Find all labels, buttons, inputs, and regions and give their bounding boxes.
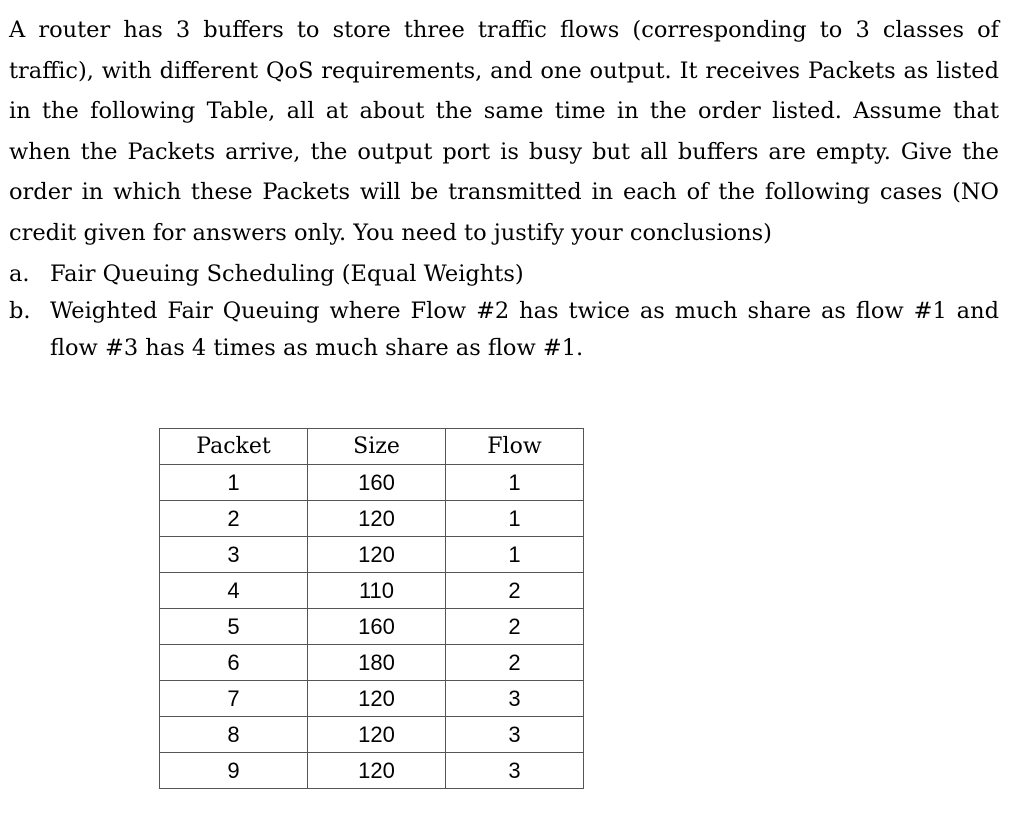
problem-parts bbox=[9, 256, 999, 367]
header-flow: Flow bbox=[446, 429, 584, 465]
header-packet: Packet bbox=[160, 429, 308, 465]
cell-packet: 5 bbox=[160, 609, 308, 645]
cell-flow: 2 bbox=[446, 645, 584, 681]
cell-flow: 3 bbox=[446, 681, 584, 717]
cell-flow: 1 bbox=[446, 501, 584, 537]
part-a bbox=[9, 256, 999, 293]
table-row bbox=[160, 609, 584, 645]
cell-flow: 3 bbox=[446, 753, 584, 789]
cell-packet: 9 bbox=[160, 753, 308, 789]
cell-size: 160 bbox=[308, 465, 446, 501]
cell-packet: 8 bbox=[160, 717, 308, 753]
cell-packet: 2 bbox=[160, 501, 308, 537]
cell-size: 120 bbox=[308, 753, 446, 789]
problem-statement bbox=[9, 10, 999, 253]
table-row bbox=[160, 753, 584, 789]
cell-packet: 6 bbox=[160, 645, 308, 681]
part-b-text: Weighted Fair Queuing where Flow #2 has twice as much share as flow #1 and flow #3 has 4 times as much share as flow #1. bbox=[50, 298, 999, 361]
part-b-marker: b. bbox=[9, 298, 31, 324]
table-row bbox=[160, 717, 584, 753]
cell-flow: 3 bbox=[446, 717, 584, 753]
cell-flow: 2 bbox=[446, 573, 584, 609]
table-header-row bbox=[160, 429, 584, 465]
table-row bbox=[160, 501, 584, 537]
cell-packet: 1 bbox=[160, 465, 308, 501]
table-row bbox=[160, 537, 584, 573]
header-size: Size bbox=[308, 429, 446, 465]
cell-flow: 1 bbox=[446, 537, 584, 573]
table-row bbox=[160, 681, 584, 717]
table-row bbox=[160, 573, 584, 609]
table-row bbox=[160, 465, 584, 501]
table-row bbox=[160, 645, 584, 681]
problem-intro: A router has 3 buffers to store three traffic flows (corresponding to 3 classes of traffic), with different QoS requirements, and one output. It receives Packets as listed in the following Table, all at about the same time in the order listed. Assume that when the Packets arrive, the output port is busy but all buffers are empty. Give the order in which these Packets will be transmitted in each of the following cases (NO credit given for answers only. You need to justify your conclusions) bbox=[9, 17, 999, 246]
part-a-marker: a. bbox=[9, 261, 30, 287]
part-b bbox=[9, 293, 999, 367]
cell-flow: 2 bbox=[446, 609, 584, 645]
cell-size: 120 bbox=[308, 501, 446, 537]
cell-size: 180 bbox=[308, 645, 446, 681]
cell-size: 120 bbox=[308, 681, 446, 717]
cell-size: 120 bbox=[308, 717, 446, 753]
cell-packet: 7 bbox=[160, 681, 308, 717]
cell-packet: 4 bbox=[160, 573, 308, 609]
part-a-text: Fair Queuing Scheduling (Equal Weights) bbox=[50, 261, 524, 287]
packet-table bbox=[159, 428, 584, 789]
cell-size: 120 bbox=[308, 537, 446, 573]
cell-packet: 3 bbox=[160, 537, 308, 573]
cell-size: 110 bbox=[308, 573, 446, 609]
cell-flow: 1 bbox=[446, 465, 584, 501]
cell-size: 160 bbox=[308, 609, 446, 645]
